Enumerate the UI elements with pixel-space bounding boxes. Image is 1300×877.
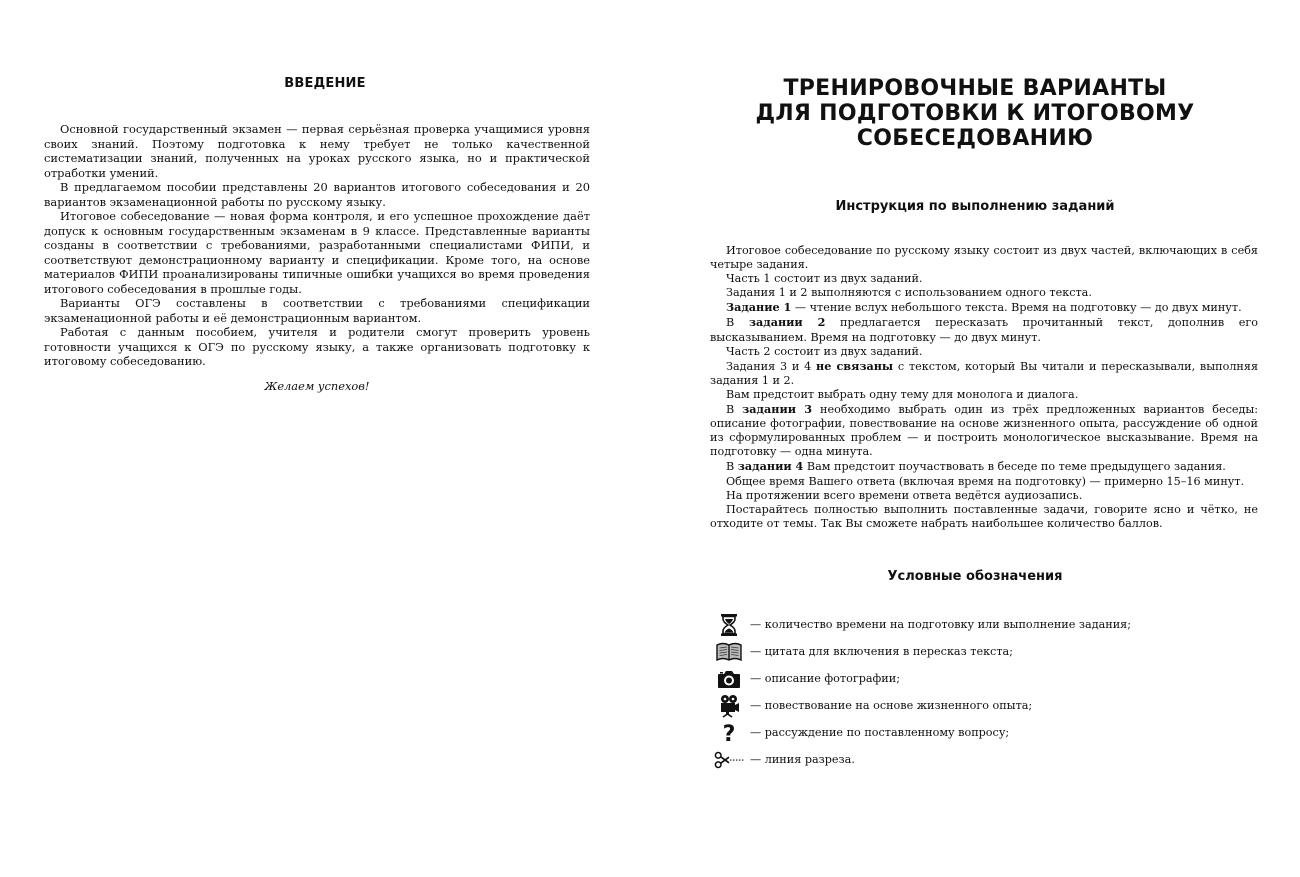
intro-paragraph: Итоговое собеседование — новая форма контроля, и его успешное прохождение даёт допуск к основным государственным экзаменам в 9 классе. Представленные варианты созданы в соответствии с требованиями, разработанными специалистами ФИПИ, и соответствуют демонстрационному варианту и спецификации. Кроме того, на основе материалов ФИПИ проанализированы типичные ошибки учащихся во время проведения итогового собеседования в прошлые годы. — [44, 209, 590, 296]
hourglass-icon — [714, 613, 744, 637]
legend-text: — повествование на основе жизненного опыта; — [750, 699, 1033, 712]
book-icon — [714, 640, 744, 664]
instruction-paragraph: Часть 1 состоит из двух заданий. — [726, 272, 923, 286]
instruction-paragraph: Задания 1 и 2 выполняются с использованием одного текста. — [726, 286, 1092, 300]
intro-body — [44, 122, 590, 393]
instruction-paragraph: Общее время Вашего ответа (включая время на подготовку) — примерно 15–16 минут. — [726, 474, 1245, 488]
legend-text: — линия разреза. — [750, 753, 855, 766]
intro-paragraph: Работая с данным пособием, учителя и родители смогут проверить уровень готовности учащихся к ОГЭ по русскому языку, а также организовать подготовку к итоговому собеседованию. — [44, 325, 590, 368]
instruction-paragraph: В задании 2 предлагается пересказать прочитанный текст, дополнив его высказыванием. Время на подготовку — до двух минут. — [710, 315, 1259, 344]
legend-list — [714, 611, 1274, 773]
right-page — [650, 0, 1300, 877]
legend-item — [714, 638, 1274, 665]
instruction-paragraph: Задание 1 — чтение вслух небольшого текста. Время на подготовку — до двух минут. — [726, 300, 1242, 315]
legend-title: Условные обозначения — [887, 569, 1063, 584]
instruction-title: Инструкция по выполнению заданий — [835, 199, 1115, 214]
intro-title: ВВЕДЕНИЕ — [284, 76, 366, 91]
instruction-paragraph: Итоговое собеседование по русскому языку состоит из двух частей, включающих в себя четыре задания. — [710, 244, 1258, 272]
main-title-line: СОБЕСЕДОВАНИЮ — [856, 126, 1094, 151]
legend-text: — описание фотографии; — [750, 672, 900, 685]
intro-paragraph: Варианты ОГЭ составлены в соответствии с требованиями спецификации экзаменационной работы и её демонстрационным вариантом. — [44, 296, 590, 325]
intro-paragraph: Основной государственный экзамен — первая серьёзная проверка учащимися уровня своих знаний. Поэтому подготовка к нему требует не только качественной систематизации знаний, полученных на уроках русского языка, но и практической отработки умений. — [44, 122, 590, 180]
instruction-paragraph: Часть 2 состоит из двух заданий. — [726, 344, 923, 358]
legend-item — [714, 665, 1274, 692]
question-mark-icon — [714, 721, 744, 745]
main-title — [650, 76, 1300, 151]
legend-text: — цитата для включения в пересказ текста; — [750, 645, 1013, 658]
wish-text: Желаем успехов! — [264, 378, 370, 393]
instruction-paragraph: Задания 3 и 4 не связаны с текстом, который Вы читали и пересказывали, выполняя задания 1 и 2. — [710, 358, 1259, 387]
film-camera-icon — [714, 694, 744, 718]
legend-item — [714, 611, 1274, 638]
instruction-paragraph: На протяжении всего времени ответа ведётся аудиозапись. — [726, 488, 1083, 502]
svg-text:?: ? — [722, 721, 736, 745]
instruction-paragraph: Вам предстоит выбрать одну тему для монолога и диалога. — [726, 387, 1079, 401]
camera-icon — [714, 667, 744, 691]
intro-paragraph: В предлагаемом пособии представлены 20 вариантов итогового собеседования и 20 вариантов экзаменационной работы по русскому языку. — [44, 180, 590, 209]
instruction-paragraph: В задании 3 необходимо выбрать один из трёх предложенных вариантов беседы: описание фотографии, повествование на основе жизненного опыта, рассуждение об одной из сформулированных проблем — и построить монологическое высказывание. Время на подготовку — одна минута. — [710, 402, 1259, 459]
legend-item — [714, 692, 1274, 719]
main-title-line: ДЛЯ ПОДГОТОВКИ К ИТОГОВОМУ — [755, 101, 1195, 126]
legend-item — [714, 719, 1274, 746]
instruction-paragraph: Постарайтесь полностью выполнить поставленные задачи, говорите ясно и чётко, не отходите от темы. Так Вы сможете набрать наибольшее количество баллов. — [710, 502, 1258, 530]
instruction-body — [710, 244, 1258, 531]
legend-text: — рассуждение по поставленному вопросу; — [750, 726, 1010, 739]
legend-item — [714, 746, 1274, 773]
legend-text: — количество времени на подготовку или выполнение задания; — [750, 618, 1131, 631]
instruction-paragraph: В задании 4 Вам предстоит поучаствовать в беседе по теме предыдущего задания. — [726, 459, 1226, 474]
main-title-line: ТРЕНИРОВОЧНЫЕ ВАРИАНТЫ — [783, 76, 1167, 101]
scissors-icon — [714, 748, 744, 772]
